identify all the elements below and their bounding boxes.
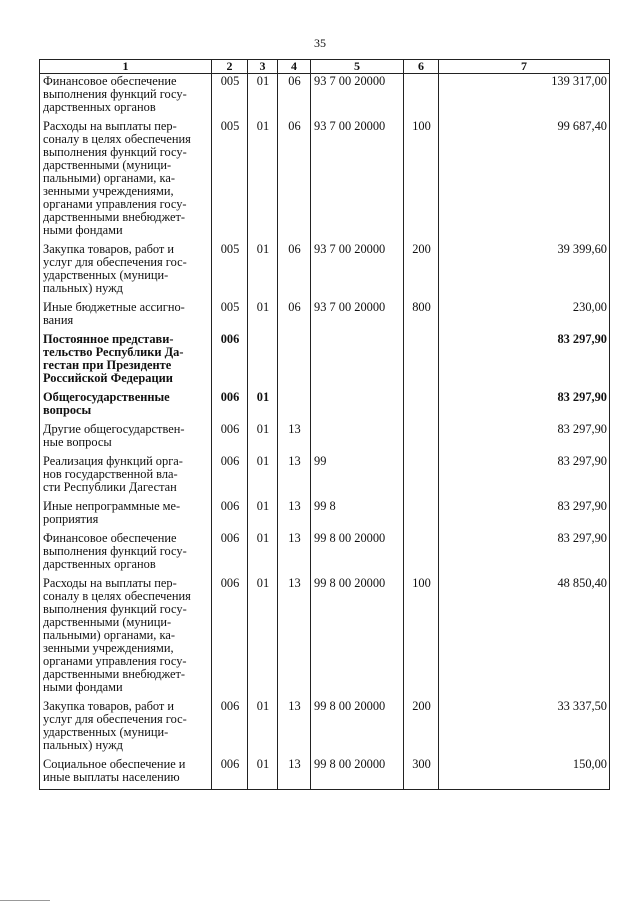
row-name-cell bbox=[40, 119, 212, 242]
row-name-line: дарственными (муници- bbox=[43, 615, 172, 629]
row-code-6-cell: 200 bbox=[404, 242, 439, 300]
row-code-5-cell bbox=[311, 332, 404, 390]
row-amount-cell: 99 687,40 bbox=[439, 119, 610, 242]
header-col-2: 2 bbox=[212, 60, 248, 74]
row-code-2-cell: 006 bbox=[212, 531, 248, 576]
table-row bbox=[40, 576, 610, 699]
table-row bbox=[40, 422, 610, 454]
row-code-3-cell: 01 bbox=[248, 390, 278, 422]
row-name-line: иные выплаты населению bbox=[43, 770, 180, 784]
row-amount-cell: 33 337,50 bbox=[439, 699, 610, 757]
table-row bbox=[40, 531, 610, 576]
row-amount-cell: 39 399,60 bbox=[439, 242, 610, 300]
row-amount-cell: 48 850,40 bbox=[439, 576, 610, 699]
table-row bbox=[40, 699, 610, 757]
row-name-line: дарственных органов bbox=[43, 100, 156, 114]
row-name-cell bbox=[40, 390, 212, 422]
row-code-6-cell bbox=[404, 531, 439, 576]
row-name-line: зенными учреждениями, bbox=[43, 184, 174, 198]
row-name-cell bbox=[40, 454, 212, 499]
table-row bbox=[40, 454, 610, 499]
row-name-line: услуг для обеспечения гос- bbox=[43, 712, 187, 726]
row-name-line: соналу в целях обеспечения bbox=[43, 589, 191, 603]
row-name-cell bbox=[40, 699, 212, 757]
row-code-4-cell: 06 bbox=[278, 242, 311, 300]
row-name-line: сти Республики Дагестан bbox=[43, 480, 177, 494]
table-body bbox=[40, 74, 610, 790]
header-col-7: 7 bbox=[439, 60, 610, 74]
row-name-line: пальными) органами, ка- bbox=[43, 628, 175, 642]
row-code-6-cell bbox=[404, 74, 439, 120]
row-code-3-cell bbox=[248, 332, 278, 390]
row-code-6-cell: 100 bbox=[404, 576, 439, 699]
row-name-line: ными фондами bbox=[43, 680, 123, 694]
row-name-line: вопросы bbox=[43, 403, 92, 417]
row-name-line: пальными) органами, ка- bbox=[43, 171, 175, 185]
row-code-4-cell bbox=[278, 390, 311, 422]
row-name-cell bbox=[40, 531, 212, 576]
row-code-2-cell: 006 bbox=[212, 699, 248, 757]
row-name-cell bbox=[40, 499, 212, 531]
row-code-6-cell: 800 bbox=[404, 300, 439, 332]
row-name-line: Расходы на выплаты пер- bbox=[43, 119, 177, 133]
row-code-3-cell: 01 bbox=[248, 422, 278, 454]
row-name-cell bbox=[40, 74, 212, 120]
row-name-line: соналу в целях обеспечения bbox=[43, 132, 191, 146]
row-code-3-cell: 01 bbox=[248, 531, 278, 576]
table-row bbox=[40, 74, 610, 120]
row-name-line: органами управления госу- bbox=[43, 654, 187, 668]
row-name-line: ударственных (муници- bbox=[43, 268, 169, 282]
row-code-5-cell: 99 8 00 20000 bbox=[311, 757, 404, 790]
row-name-cell bbox=[40, 242, 212, 300]
row-name-line: вания bbox=[43, 313, 74, 327]
row-name-line: пальных) нужд bbox=[43, 281, 123, 295]
row-code-6-cell: 100 bbox=[404, 119, 439, 242]
row-code-2-cell: 005 bbox=[212, 119, 248, 242]
row-amount-cell: 83 297,90 bbox=[439, 390, 610, 422]
header-col-1: 1 bbox=[40, 60, 212, 74]
row-code-3-cell: 01 bbox=[248, 74, 278, 120]
row-code-3-cell: 01 bbox=[248, 119, 278, 242]
row-code-6-cell bbox=[404, 422, 439, 454]
row-code-2-cell: 006 bbox=[212, 390, 248, 422]
row-code-5-cell bbox=[311, 390, 404, 422]
row-amount-cell: 230,00 bbox=[439, 300, 610, 332]
row-code-6-cell bbox=[404, 332, 439, 390]
row-name-line: ные вопросы bbox=[43, 435, 112, 449]
row-code-6-cell: 200 bbox=[404, 699, 439, 757]
row-code-5-cell: 99 8 00 20000 bbox=[311, 699, 404, 757]
row-name-line: органами управления госу- bbox=[43, 197, 187, 211]
row-code-2-cell: 005 bbox=[212, 74, 248, 120]
row-code-5-cell: 99 bbox=[311, 454, 404, 499]
page-number: 35 bbox=[314, 36, 326, 50]
row-code-3-cell: 01 bbox=[248, 699, 278, 757]
row-code-2-cell: 006 bbox=[212, 757, 248, 790]
scan-edge-mark bbox=[0, 900, 50, 901]
row-name-line: Закупка товаров, работ и bbox=[43, 242, 175, 256]
row-name-line: Социальное обеспечение и bbox=[43, 757, 186, 771]
row-name-line: выполнения функций госу- bbox=[43, 544, 187, 558]
table-row bbox=[40, 242, 610, 300]
row-code-3-cell: 01 bbox=[248, 300, 278, 332]
row-code-5-cell: 99 8 00 20000 bbox=[311, 531, 404, 576]
row-code-5-cell: 99 8 bbox=[311, 499, 404, 531]
row-name-line: Реализация функций орга- bbox=[43, 454, 183, 468]
row-name-line: выполнения функций госу- bbox=[43, 87, 187, 101]
row-code-5-cell: 93 7 00 20000 bbox=[311, 74, 404, 120]
row-name-cell bbox=[40, 422, 212, 454]
row-code-5-cell: 93 7 00 20000 bbox=[311, 300, 404, 332]
row-code-6-cell bbox=[404, 454, 439, 499]
row-code-5-cell bbox=[311, 422, 404, 454]
row-code-2-cell: 005 bbox=[212, 242, 248, 300]
table-row bbox=[40, 499, 610, 531]
row-name-line: Другие общегосударствен- bbox=[43, 422, 185, 436]
row-code-4-cell: 13 bbox=[278, 576, 311, 699]
header-col-6: 6 bbox=[404, 60, 439, 74]
row-code-3-cell: 01 bbox=[248, 454, 278, 499]
row-name-line: ными фондами bbox=[43, 223, 123, 237]
row-code-3-cell: 01 bbox=[248, 242, 278, 300]
header-row bbox=[40, 60, 610, 74]
header-col-4: 4 bbox=[278, 60, 311, 74]
row-name-line: Закупка товаров, работ и bbox=[43, 699, 175, 713]
row-name-cell bbox=[40, 757, 212, 790]
row-amount-cell: 83 297,90 bbox=[439, 531, 610, 576]
row-code-4-cell: 13 bbox=[278, 757, 311, 790]
row-name-cell bbox=[40, 576, 212, 699]
table-row bbox=[40, 119, 610, 242]
header-col-5: 5 bbox=[311, 60, 404, 74]
row-name-line: Постоянное представи- bbox=[43, 332, 174, 346]
row-code-4-cell: 13 bbox=[278, 531, 311, 576]
row-code-4-cell: 13 bbox=[278, 499, 311, 531]
row-code-3-cell: 01 bbox=[248, 499, 278, 531]
row-code-6-cell: 300 bbox=[404, 757, 439, 790]
table-row bbox=[40, 332, 610, 390]
row-code-4-cell: 06 bbox=[278, 300, 311, 332]
row-code-4-cell: 06 bbox=[278, 119, 311, 242]
row-code-2-cell: 006 bbox=[212, 332, 248, 390]
row-name-line: услуг для обеспечения гос- bbox=[43, 255, 187, 269]
row-name-line: выполнения функций госу- bbox=[43, 145, 187, 159]
header-col-3: 3 bbox=[248, 60, 278, 74]
row-name-line: Финансовое обеспечение bbox=[43, 74, 177, 88]
row-name-line: гестан при Президенте bbox=[43, 358, 172, 372]
row-code-4-cell bbox=[278, 332, 311, 390]
row-code-2-cell: 006 bbox=[212, 454, 248, 499]
row-name-line: нов государственной вла- bbox=[43, 467, 178, 481]
row-code-5-cell: 93 7 00 20000 bbox=[311, 119, 404, 242]
table-row bbox=[40, 757, 610, 790]
row-code-4-cell: 13 bbox=[278, 422, 311, 454]
row-code-3-cell: 01 bbox=[248, 757, 278, 790]
row-amount-cell: 83 297,90 bbox=[439, 332, 610, 390]
row-name-line: Российской Федерации bbox=[43, 371, 173, 385]
row-code-5-cell: 93 7 00 20000 bbox=[311, 242, 404, 300]
row-name-line: Иные непрограммные ме- bbox=[43, 499, 181, 513]
row-code-6-cell bbox=[404, 499, 439, 531]
row-name-line: дарственными (муници- bbox=[43, 158, 172, 172]
row-code-2-cell: 006 bbox=[212, 499, 248, 531]
row-name-line: дарственных органов bbox=[43, 557, 156, 571]
row-name-line: Общегосударственные bbox=[43, 390, 170, 404]
table-row bbox=[40, 300, 610, 332]
table-row bbox=[40, 390, 610, 422]
row-amount-cell: 139 317,00 bbox=[439, 74, 610, 120]
row-name-line: Иные бюджетные ассигно- bbox=[43, 300, 185, 314]
row-code-3-cell: 01 bbox=[248, 576, 278, 699]
row-code-6-cell bbox=[404, 390, 439, 422]
row-name-line: зенными учреждениями, bbox=[43, 641, 174, 655]
row-name-line: тельство Республики Да- bbox=[43, 345, 184, 359]
row-name-line: Расходы на выплаты пер- bbox=[43, 576, 177, 590]
row-amount-cell: 83 297,90 bbox=[439, 454, 610, 499]
row-name-line: выполнения функций госу- bbox=[43, 602, 187, 616]
row-name-cell bbox=[40, 332, 212, 390]
row-name-line: ударственных (муници- bbox=[43, 725, 169, 739]
row-name-line: пальных) нужд bbox=[43, 738, 123, 752]
row-code-5-cell: 99 8 00 20000 bbox=[311, 576, 404, 699]
row-name-line: роприятия bbox=[43, 512, 99, 526]
row-amount-cell: 150,00 bbox=[439, 757, 610, 790]
row-amount-cell: 83 297,90 bbox=[439, 422, 610, 454]
row-code-4-cell: 06 bbox=[278, 74, 311, 120]
row-name-line: дарственными внебюджет- bbox=[43, 667, 186, 681]
row-name-line: дарственными внебюджет- bbox=[43, 210, 186, 224]
row-code-2-cell: 006 bbox=[212, 422, 248, 454]
row-code-4-cell: 13 bbox=[278, 454, 311, 499]
row-amount-cell: 83 297,90 bbox=[439, 499, 610, 531]
row-code-2-cell: 006 bbox=[212, 576, 248, 699]
row-name-line: Финансовое обеспечение bbox=[43, 531, 177, 545]
row-name-cell bbox=[40, 300, 212, 332]
budget-table bbox=[39, 59, 610, 790]
row-code-4-cell: 13 bbox=[278, 699, 311, 757]
row-code-2-cell: 005 bbox=[212, 300, 248, 332]
